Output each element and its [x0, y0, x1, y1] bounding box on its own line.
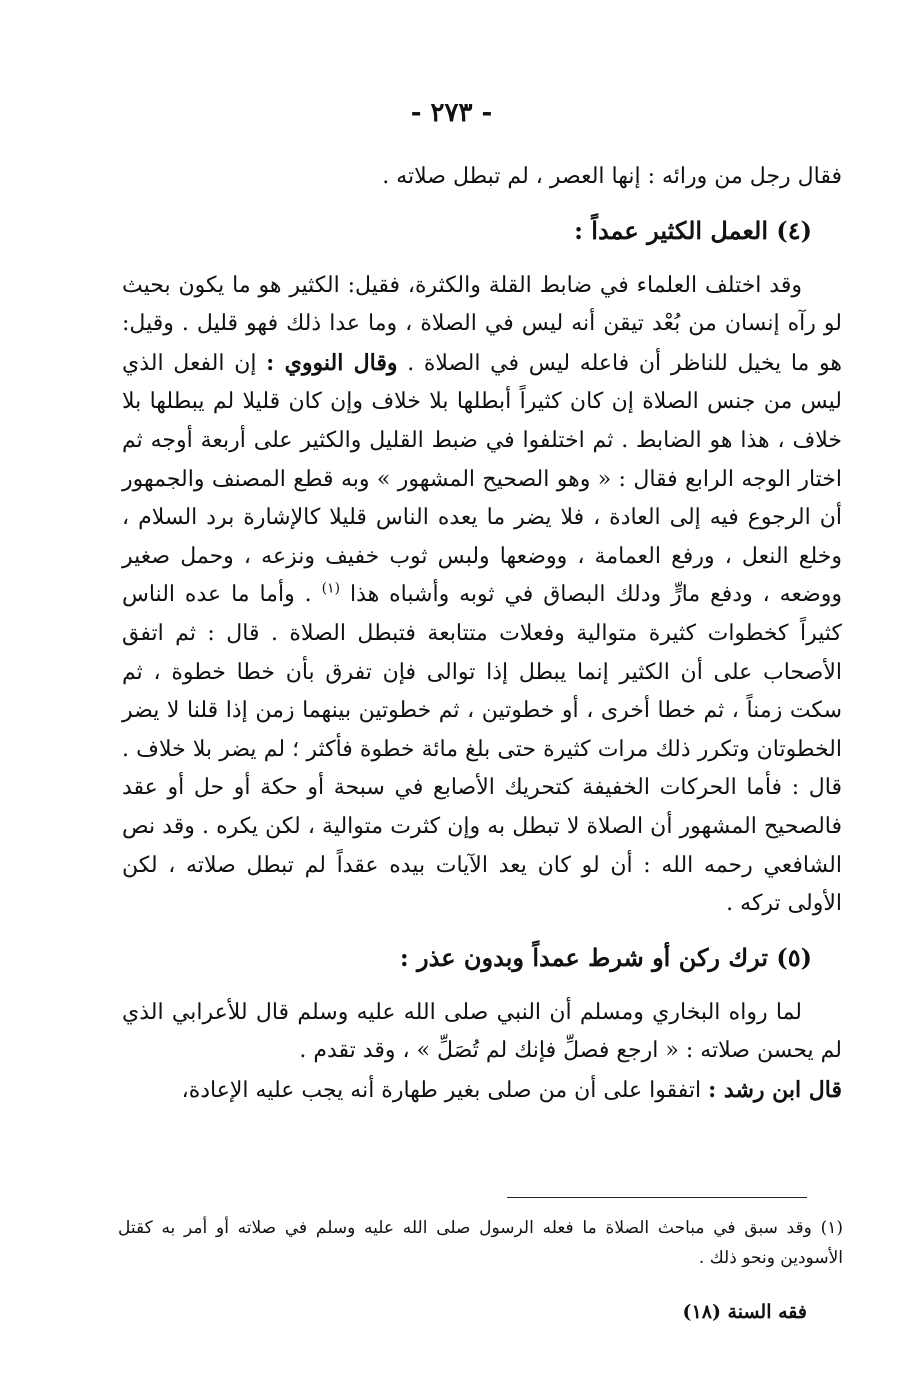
nawawi-label: وقال النووي : [266, 349, 398, 376]
paragraph-3 [122, 1071, 842, 1111]
ibn-rushd-label: قال ابن رشد : [708, 1076, 842, 1103]
paragraph-1-part-b: إن الفعل الذي ليس من جنس الصلاة إن كان كثيراً أبطلها بلا خلاف وإن كان قليلا لم يبطلها بلا خلاف ، هذا هو الضابط . ثم اختلفوا في ضبط القليل والكثير على أربعة أوجه ثم اختار الوجه الرابع فقال : « وهو الصحيح المشهور » وبه قطع المصنف والجمهور أن الرجوع فيه إلى العادة ، فلا يضر ما يعده الناس قليلا كالإشارة برد السلام ، وخلع النعل ، ورفع العمامة ، ووضعها ولبس ثوب خفيف ونزعه ، وحمل صغير ووضعه ، ودفع مارٍّ ودلك البصاق في ثوبه وأشباه هذا [122, 350, 843, 608]
section-heading-4: (٤) العمل الكثير عمداً : [574, 215, 812, 245]
section-heading-5: (٥) ترك ركن أو شرط عمداً وبدون عذر : [399, 942, 812, 972]
paragraph-3-text: اتفقوا على أن من صلى بغير طهارة أنه يجب عليه الإعادة، [181, 1077, 702, 1103]
book-footer-label: فقه السنة (١٨) [682, 1301, 807, 1323]
paragraph-1-part-c: . وأما ما عده الناس كثيراً كخطوات كثيرة متوالية وفعلات متتابعة فتبطل الصلاة . قال : ثم اتفق الأصحاب على أن الكثير إنما يبطل إذا توالى فإن تفرق بأن خطا خطوة ، ثم سكت زمناً ، ثم خطا أخرى ، أو خطوتين ، ثم خطوتين بينهما زمن إذا قلنا لا يضر الخطوتان وتكرر ذلك مرات كثيرة حتى بلغ مائة خطوة فأكثر ؛ لم يضر بلا خلاف . قال : فأما الحركات الخفيفة كتحريك الأصابع في سبحة أو حكة أو حل أو عقد فالصحيح المشهور أن الصلاة لا تبطل به وإن كثرت متوالية ، لكن يكره . وقد نص الشافعي رحمه الله : أن لو كان يعد الآيات بيده عقداً لم تبطل صلاته ، لكن الأولى تركه . [122, 582, 842, 917]
paragraph-2: لما رواه البخاري ومسلم أن النبي صلى الله عليه وسلم قال للأعرابي الذي لم يحسن صلاته : « ارجع فصلِّ فإنك لم تُصَلِّ » ، وقد تقدم . [122, 999, 842, 1064]
main-text [122, 158, 842, 1110]
paragraph-1-part-a: وقد اختلف العلماء في ضابط القلة والكثرة، فقيل: الكثير هو ما يكون بحيث لو رآه إنسان من بُعْد تيقن أنه ليس في الصلاة ، وما عدا ذلك فهو قليل . وقيل: هو ما يخيل للناظر أن فاعله ليس في الصلاة . [122, 272, 842, 376]
page-number: - ٢٧٣ - [410, 98, 493, 128]
paragraph-1 [122, 267, 842, 924]
footnote-reference: (١) [321, 581, 341, 598]
intro-line: فقال رجل من ورائه : إنها العصر ، لم تبطل صلاته . [382, 164, 842, 189]
footnote-divider [507, 1197, 807, 1198]
footnote: (١) وقد سبق في مباحث الصلاة ما فعله الرسول صلى الله عليه وسلم في صلاته أو أمر به كقتل الأسودين ونحو ذلك . [118, 1218, 843, 1268]
